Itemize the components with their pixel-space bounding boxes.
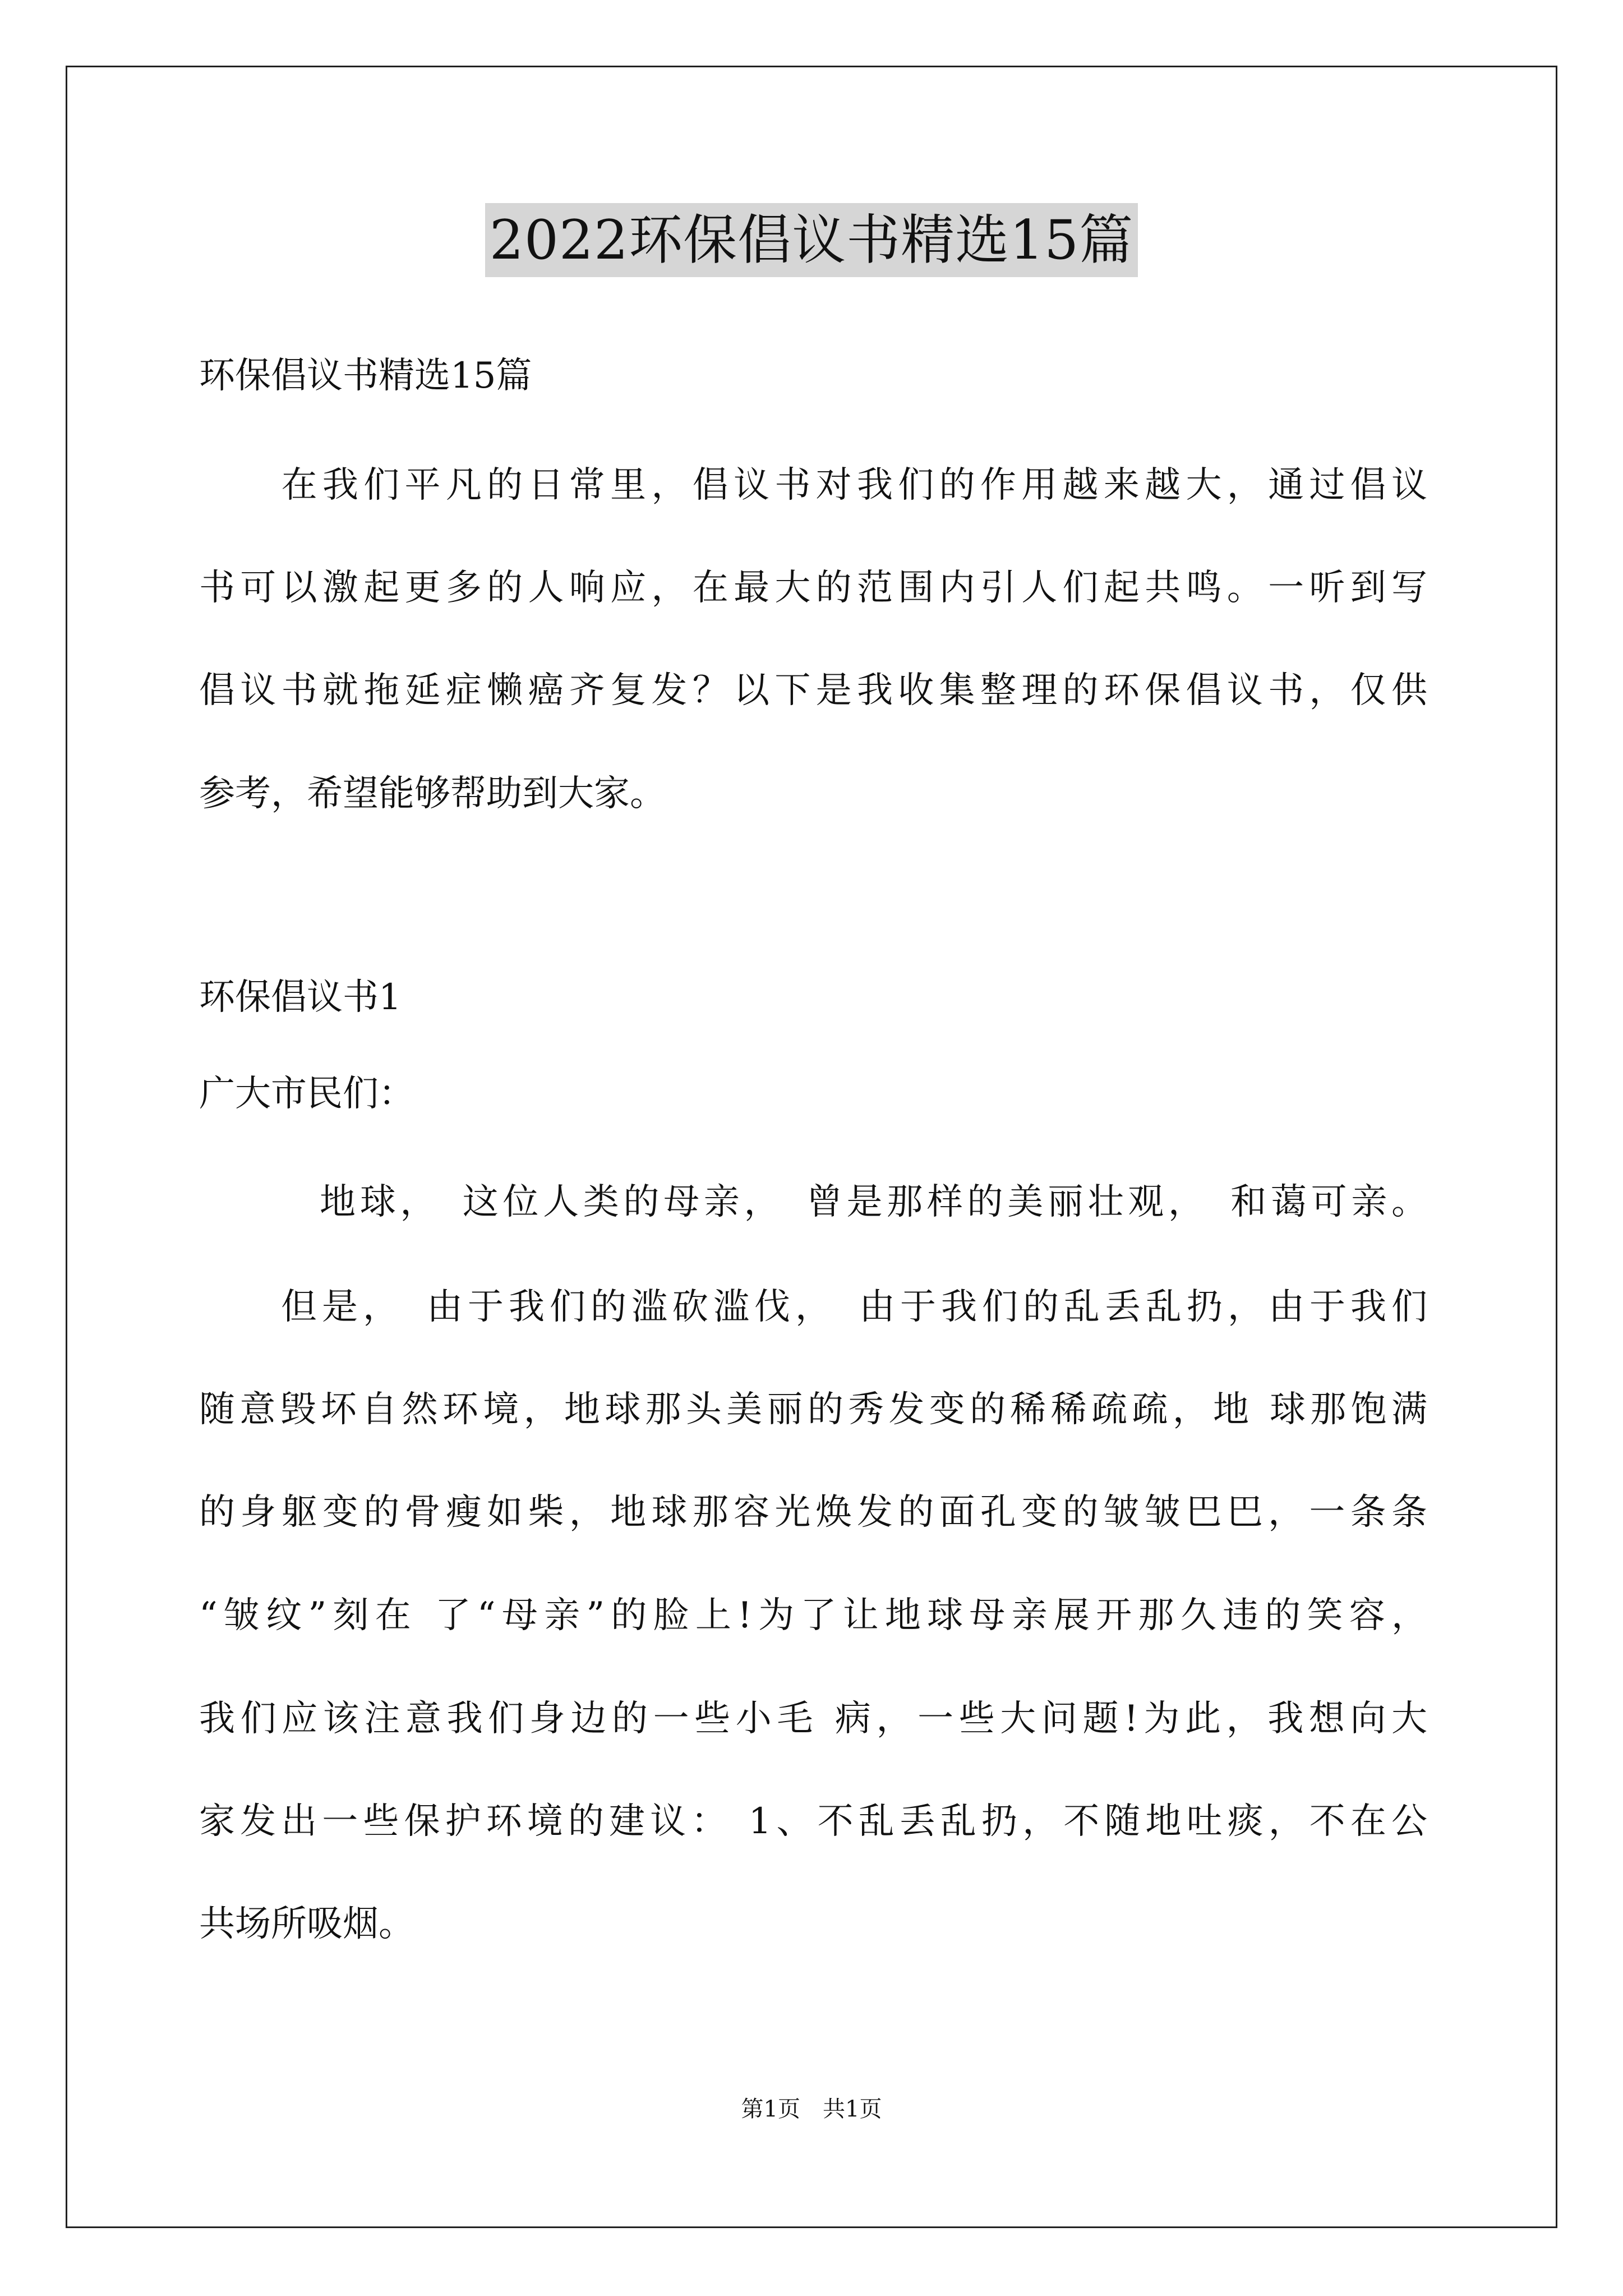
document-title-container (0, 203, 1623, 277)
body-line: 的身躯变的骨瘦如柴，地球那容光焕发的面孔变的皱皱巴巴，一条条 (199, 1492, 1427, 1533)
body-line: 共场所吸烟。 (199, 1903, 414, 1945)
page-footer: 第1页 共1页 (741, 2096, 882, 2122)
body-line: 我们应该注意我们身边的一些小毛 病，一些大问题!为此，我想向大 (199, 1698, 1427, 1740)
section-heading: 环保倡议书1 (199, 977, 402, 1018)
intro-line: 倡议书就拖延症懒癌齐复发？以下是我收集整理的环保倡议书，仅供 (199, 670, 1427, 711)
intro-line: 书可以激起更多的人响应，在最大的范围内引人们起共鸣。一听到写 (199, 567, 1427, 609)
body-line: 地球， 这位人类的母亲， 曾是那样的美丽壮观， 和蔼可亲。 (199, 1181, 1427, 1223)
body-line: 家发出一些保护环境的建议： 1、不乱丢乱扔，不随地吐痰，不在公 (199, 1801, 1427, 1842)
intro-line: 在我们平凡的日常里，倡议书对我们的作用越来越大，通过倡议 (199, 464, 1427, 506)
intro-line: 参考，希望能够帮助到大家。 (199, 773, 666, 815)
salutation: 广大市民们： (199, 1073, 414, 1115)
subtitle: 环保倡议书精选15篇 (199, 355, 532, 397)
body-line: 但是， 由于我们的滥砍滥伐， 由于我们的乱丢乱扔，由于我们 (199, 1286, 1427, 1328)
document-title: 2022环保倡议书精选15篇 (485, 203, 1138, 277)
body-line: “皱纹”刻在 了“母亲”的脸上!为了让地球母亲展开那久违的笑容， (199, 1595, 1427, 1636)
body-line: 随意毁坏自然环境，地球那头美丽的秀发变的稀稀疏疏，地 球那饱满 (199, 1389, 1427, 1430)
